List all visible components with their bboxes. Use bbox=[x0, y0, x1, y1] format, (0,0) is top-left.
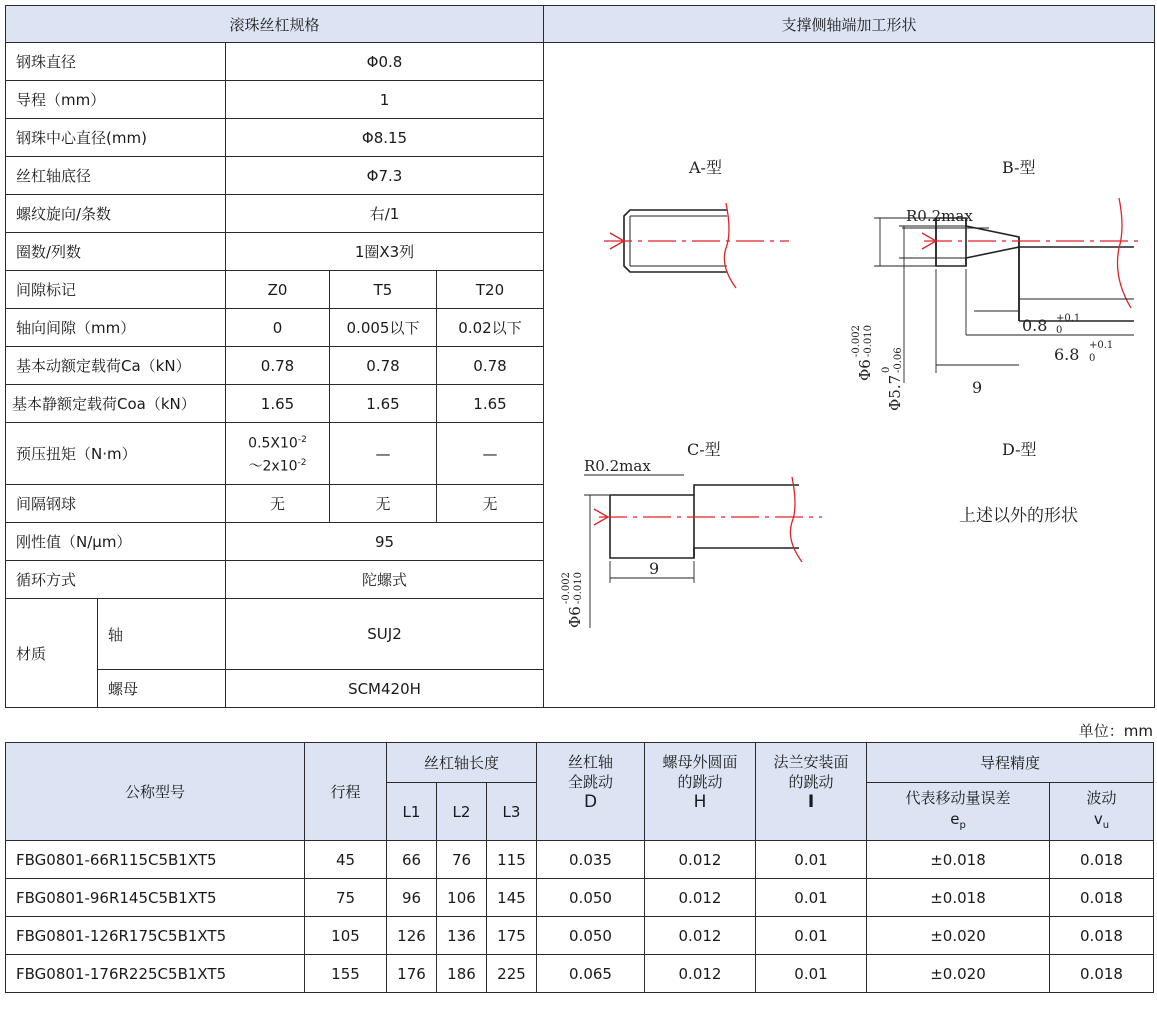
vu-header bbox=[1050, 783, 1154, 841]
row-i: 0.01 bbox=[756, 917, 867, 955]
row-i: 0.01 bbox=[756, 879, 867, 917]
shaft-end-drawing-cell bbox=[544, 43, 1155, 708]
b-dim-9: 9 bbox=[972, 378, 983, 397]
drawing-header: 支撑侧轴端加工形状 bbox=[544, 6, 1155, 43]
b-dim-68-tol-plus: +0.1 bbox=[1089, 340, 1114, 351]
row-ep: ±0.020 bbox=[867, 917, 1050, 955]
vu-sub: u bbox=[1102, 819, 1110, 831]
row-model: FBG0801-66R115C5B1XT5 bbox=[6, 841, 305, 879]
dynamic-load-t5: 0.78 bbox=[330, 347, 437, 385]
row-vu: 0.018 bbox=[1050, 879, 1154, 917]
model-table bbox=[5, 742, 1154, 993]
c-r-max: R0.2max bbox=[584, 457, 651, 475]
l1-header: L1 bbox=[387, 783, 437, 841]
lead-accuracy-header: 导程精度 bbox=[867, 743, 1154, 783]
shaft-end-drawing bbox=[544, 43, 1154, 703]
ep-header bbox=[867, 783, 1050, 841]
runout-i-line2: 的跳动 bbox=[788, 773, 834, 791]
row-l3: 115 bbox=[487, 841, 537, 879]
row-h: 0.012 bbox=[645, 955, 756, 993]
axial-play-t5: 0.005以下 bbox=[330, 309, 437, 347]
row-stroke: 105 bbox=[305, 917, 387, 955]
circulation-value: 陀螺式 bbox=[226, 561, 544, 599]
ep-label: 代表移动量误差 bbox=[905, 788, 1011, 807]
pcd-label: 钢珠中心直径(mm) bbox=[6, 119, 226, 157]
b-dim-phi6-tol-bot: -0.010 bbox=[863, 324, 874, 357]
runout-i-line1: 法兰安装面 bbox=[773, 753, 849, 771]
row-ep: ±0.020 bbox=[867, 955, 1050, 993]
clearance-mark-t20: T20 bbox=[437, 271, 544, 309]
preload-t5: — bbox=[330, 423, 437, 485]
b-dim-phi6-tol-top: -0.002 bbox=[851, 324, 862, 357]
runout-d-header bbox=[537, 743, 645, 841]
turns-label: 圈数/列数 bbox=[6, 233, 226, 271]
c-type-shaft bbox=[610, 495, 694, 558]
b-type-label: B-型 bbox=[1002, 158, 1036, 177]
dynamic-load-z0: 0.78 bbox=[226, 347, 330, 385]
material-nut-label: 螺母 bbox=[98, 670, 226, 708]
table-row bbox=[6, 955, 1154, 993]
spacer-t20: 无 bbox=[437, 485, 544, 523]
row-d: 0.065 bbox=[537, 955, 645, 993]
row-l3: 145 bbox=[487, 879, 537, 917]
preload-exp1: -2 bbox=[297, 434, 307, 445]
runout-h-header bbox=[645, 743, 756, 841]
b-dim-08-tol-plus: +0.1 bbox=[1056, 313, 1081, 324]
b-dim-08: 0.8 bbox=[1022, 316, 1048, 335]
l2-header: L2 bbox=[437, 783, 487, 841]
ball-dia-label: 钢珠直径 bbox=[6, 43, 226, 81]
c-dim-phi6: Φ6 bbox=[566, 606, 584, 628]
circulation-label: 循环方式 bbox=[6, 561, 226, 599]
runout-i-header bbox=[756, 743, 867, 841]
row-model: FBG0801-176R225C5B1XT5 bbox=[6, 955, 305, 993]
clearance-mark-t5: T5 bbox=[330, 271, 437, 309]
runout-d-line1: 丝杠轴 bbox=[567, 753, 613, 771]
row-l3: 175 bbox=[487, 917, 537, 955]
runout-d-sym: D bbox=[583, 792, 598, 812]
table-row bbox=[6, 879, 1154, 917]
vu-sym: v bbox=[1093, 809, 1103, 828]
model-header: 公称型号 bbox=[6, 743, 305, 841]
turns-value: 1圈X3列 bbox=[226, 233, 544, 271]
d-type-description: 上述以外的形状 bbox=[959, 506, 1078, 526]
rigidity-label: 刚性值（N/μm） bbox=[6, 523, 226, 561]
root-dia-label: 丝杠轴底径 bbox=[6, 157, 226, 195]
row-vu: 0.018 bbox=[1050, 955, 1154, 993]
row-l1: 96 bbox=[387, 879, 437, 917]
row-ep: ±0.018 bbox=[867, 879, 1050, 917]
row-d: 0.035 bbox=[537, 841, 645, 879]
spacer-z0: 无 bbox=[226, 485, 330, 523]
preload-exp2: -2 bbox=[297, 457, 307, 468]
row-l2: 186 bbox=[437, 955, 487, 993]
runout-h-sym: H bbox=[693, 792, 707, 812]
b-dim-phi57: Φ5.7 bbox=[886, 374, 904, 411]
lead-value: 1 bbox=[226, 81, 544, 119]
axial-play-label: 轴向间隙（mm） bbox=[6, 309, 226, 347]
static-load-label: 基本静额定载荷Coa（kN） bbox=[6, 385, 226, 423]
l3-header: L3 bbox=[487, 783, 537, 841]
row-model: FBG0801-126R175C5B1XT5 bbox=[6, 917, 305, 955]
b-dim-phi6: Φ6 bbox=[856, 359, 874, 381]
row-l1: 126 bbox=[387, 917, 437, 955]
spacer-label: 间隔钢球 bbox=[6, 485, 226, 523]
runout-d-line2: 全跳动 bbox=[567, 773, 613, 791]
preload-t20: — bbox=[437, 423, 544, 485]
row-l1: 66 bbox=[387, 841, 437, 879]
clearance-mark-label: 间隙标记 bbox=[6, 271, 226, 309]
preload-line1: 0.5X10 bbox=[248, 435, 298, 452]
material-shaft-value: SUJ2 bbox=[226, 599, 544, 670]
preload-z0 bbox=[226, 423, 330, 485]
lead-label: 导程（mm） bbox=[6, 81, 226, 119]
a-type-label: A-型 bbox=[689, 158, 722, 177]
row-ep: ±0.018 bbox=[867, 841, 1050, 879]
ep-sub: p bbox=[959, 819, 966, 831]
spacer-t5: 无 bbox=[330, 485, 437, 523]
b-dim-08-tol-zero: 0 bbox=[1056, 325, 1063, 336]
clearance-mark-z0: Z0 bbox=[226, 271, 330, 309]
d-type-label: D-型 bbox=[1002, 440, 1037, 459]
axial-play-t20: 0.02以下 bbox=[437, 309, 544, 347]
spec-table bbox=[5, 5, 1155, 708]
runout-h-line2: 的跳动 bbox=[677, 773, 723, 791]
length-group-header: 丝杠轴长度 bbox=[387, 743, 537, 783]
row-model: FBG0801-96R145C5B1XT5 bbox=[6, 879, 305, 917]
b-dim-68-tol-zero: 0 bbox=[1089, 353, 1096, 364]
dynamic-load-t20: 0.78 bbox=[437, 347, 544, 385]
row-vu: 0.018 bbox=[1050, 917, 1154, 955]
rigidity-value: 95 bbox=[226, 523, 544, 561]
row-stroke: 75 bbox=[305, 879, 387, 917]
c-type-label: C-型 bbox=[687, 440, 721, 459]
material-nut-value: SCM420H bbox=[226, 670, 544, 708]
thread-value: 右/1 bbox=[226, 195, 544, 233]
static-load-t20: 1.65 bbox=[437, 385, 544, 423]
c-dim-9: 9 bbox=[649, 559, 660, 578]
material-shaft-label: 轴 bbox=[98, 599, 226, 670]
row-i: 0.01 bbox=[756, 841, 867, 879]
root-dia-value: Φ7.3 bbox=[226, 157, 544, 195]
b-r-max: R0.2max bbox=[906, 207, 973, 225]
vu-label: 波动 bbox=[1086, 788, 1117, 807]
preload-line2: ～2x10 bbox=[248, 458, 298, 475]
material-label: 材质 bbox=[6, 599, 98, 708]
b-dim-phi57-tol-bot: -0.06 bbox=[893, 347, 904, 373]
c-dim-phi6-tol-top: -0.002 bbox=[561, 571, 572, 604]
row-i: 0.01 bbox=[756, 955, 867, 993]
runout-i-sym: I bbox=[807, 792, 815, 812]
row-stroke: 45 bbox=[305, 841, 387, 879]
row-h: 0.012 bbox=[645, 879, 756, 917]
pcd-value: Φ8.15 bbox=[226, 119, 544, 157]
dynamic-load-label: 基本动额定载荷Ca（kN） bbox=[6, 347, 226, 385]
row-l1: 176 bbox=[387, 955, 437, 993]
runout-h-line1: 螺母外圆面 bbox=[662, 753, 738, 771]
stroke-header: 行程 bbox=[305, 743, 387, 841]
row-h: 0.012 bbox=[645, 917, 756, 955]
ep-sym: e bbox=[950, 809, 960, 828]
row-l2: 136 bbox=[437, 917, 487, 955]
row-l2: 106 bbox=[437, 879, 487, 917]
preload-label: 预压扭矩（N·m） bbox=[6, 423, 226, 485]
b-dim-phi57-tol-top: 0 bbox=[881, 366, 892, 373]
static-load-z0: 1.65 bbox=[226, 385, 330, 423]
row-d: 0.050 bbox=[537, 917, 645, 955]
unit-label: 单位：mm bbox=[1078, 722, 1153, 740]
b-dim-68: 6.8 bbox=[1054, 345, 1080, 364]
thread-label: 螺纹旋向/条数 bbox=[6, 195, 226, 233]
ball-dia-value: Φ0.8 bbox=[226, 43, 544, 81]
row-d: 0.050 bbox=[537, 879, 645, 917]
table-row bbox=[6, 841, 1154, 879]
c-dim-phi6-tol-bot: -0.010 bbox=[573, 571, 584, 604]
row-l3: 225 bbox=[487, 955, 537, 993]
row-vu: 0.018 bbox=[1050, 841, 1154, 879]
static-load-t5: 1.65 bbox=[330, 385, 437, 423]
spec-header: 滚珠丝杠规格 bbox=[6, 6, 544, 43]
table-row bbox=[6, 917, 1154, 955]
row-l2: 76 bbox=[437, 841, 487, 879]
row-h: 0.012 bbox=[645, 841, 756, 879]
axial-play-z0: 0 bbox=[226, 309, 330, 347]
row-stroke: 155 bbox=[305, 955, 387, 993]
